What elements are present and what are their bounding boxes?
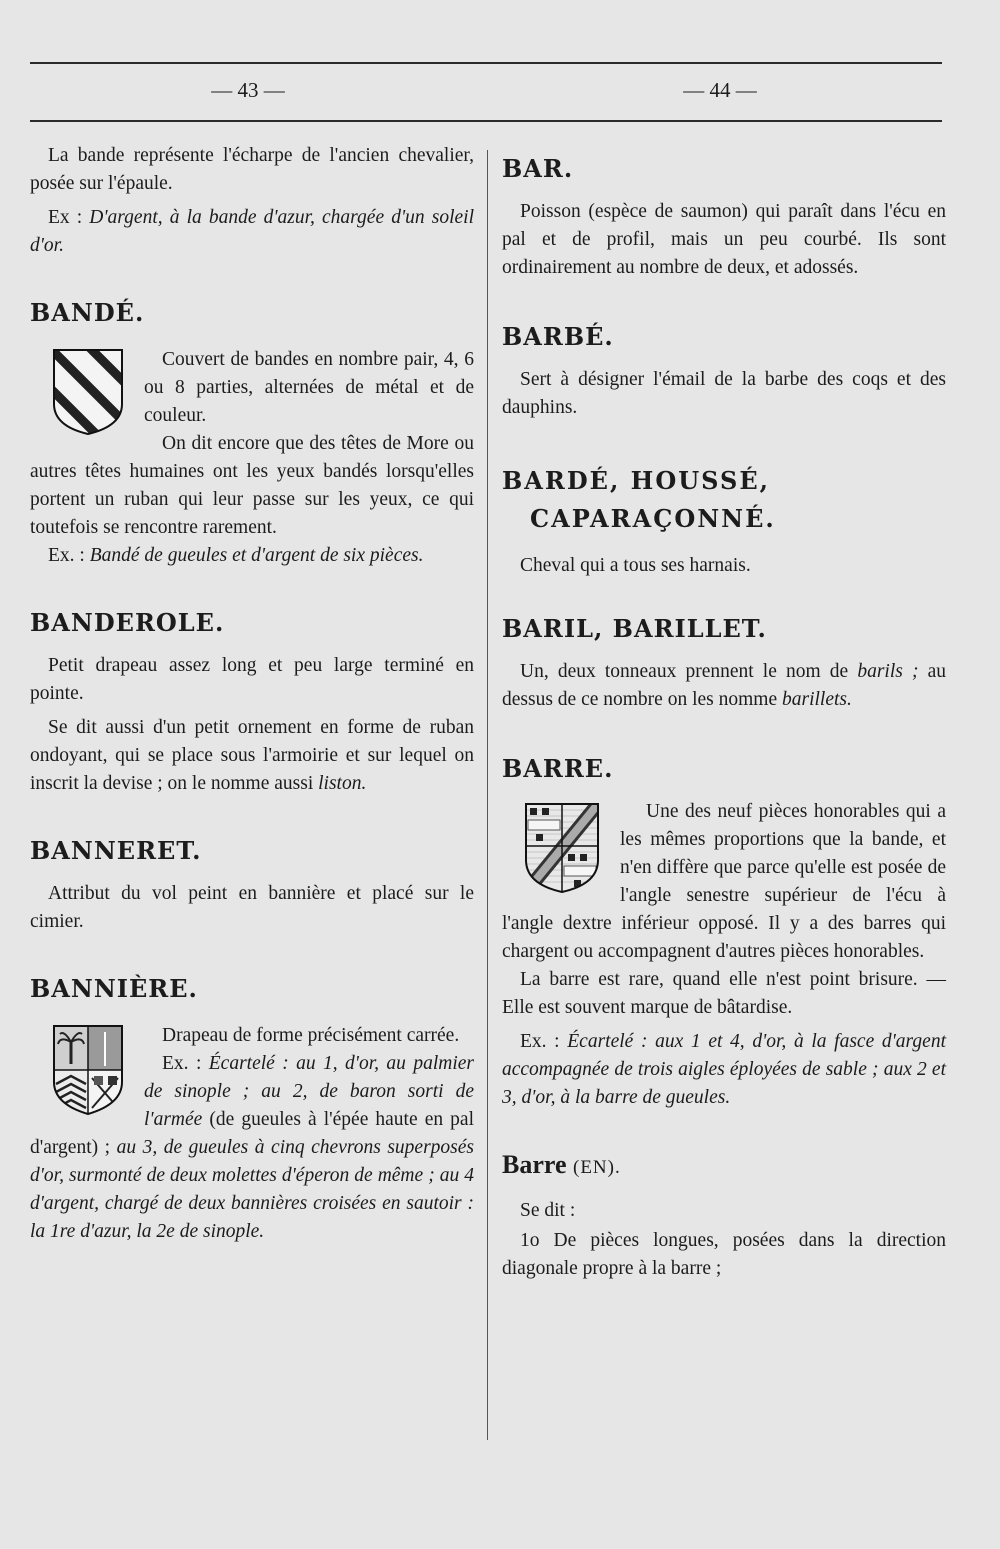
barre-en-intro: Se dit :	[520, 1200, 576, 1221]
bande-note: On dit encore que des têtes de More ou autres têtes humaines ont les yeux bandés lorsqu'elles portent un ruban qui leur passe sur les yeux, ce qui toutefois se rencontre rarement.	[30, 433, 474, 538]
entry-title-bar: BAR.	[502, 154, 574, 183]
left-column	[30, 142, 474, 1246]
entry-title-banderole: BANDEROLE.	[30, 608, 225, 637]
banneret-definition: Attribut du vol peint en bannière et placé sur le cimier.	[30, 883, 474, 932]
barre-note: La barre est rare, quand elle n'est point brisure. — Elle est souvent marque de bâtardise.	[502, 969, 946, 1018]
barre-definition: Une des neuf pièces honorables qui a les mêmes proportions que la bande, et n'en diffère que parce qu'elle est posée de l'angle senestre supérieur de l'écu à l'angle dextre inférieur opposé. Il y a des barres qui chargent ou accompagnent d'autres pièces honorables.	[502, 801, 946, 962]
barre-body	[502, 798, 946, 966]
top-rule	[30, 62, 942, 64]
bande-shield-icon	[48, 346, 128, 438]
entry-title-banniere: BANNIÈRE.	[30, 974, 198, 1003]
entry-title-banneret: BANNERET.	[30, 836, 202, 865]
entry-title-bande: BANDÉ.	[30, 298, 145, 327]
bande-intro: La bande représente l'écharpe de l'ancien chevalier, posée sur l'épaule.	[30, 145, 474, 194]
bande-definition: Couvert de bandes en nombre pair, 4, 6 ou 8 parties, alternées de métal et de couleur.	[144, 349, 474, 426]
banderole-definition: Petit drapeau assez long et peu large terminé en pointe.	[30, 655, 474, 704]
barre-shield-icon	[520, 800, 604, 896]
bande-example: Ex : D'argent, à la bande d'azur, chargée d'un soleil d'or.	[30, 207, 474, 256]
entry-title-baril: BARIL, BARILLET.	[502, 614, 767, 643]
banniere-shield-icon	[48, 1022, 128, 1118]
header-rule	[30, 120, 942, 122]
bande-example: Ex. : Bandé de gueules et d'argent de six pièces.	[48, 545, 424, 566]
page-number-left: — 43 —	[211, 78, 285, 102]
right-column	[502, 142, 946, 1283]
baril-definition: Un, deux tonneaux prennent le nom de barils ; au dessus de ce nombre on les nomme barillets.	[502, 661, 946, 710]
entry-title-barre-en: Barre (EN).	[502, 1150, 621, 1179]
barre-example: Ex. : Écartelé : aux 1 et 4, d'or, à la fasce d'argent accompagnée de trois aigles éployées de sable ; aux 2 et 3, d'or, à la barre de gueules.	[502, 1031, 946, 1108]
banderole-note: Se dit aussi d'un petit ornement en forme de ruban ondoyant, qui se place sous l'armoirie et sur lequel on inscrit la devise ; on le nomme aussi liston.	[30, 717, 474, 794]
entry-title-barre: BARRE.	[502, 754, 614, 783]
barbe-definition: Sert à désigner l'émail de la barbe des coqs et des dauphins.	[502, 369, 946, 418]
banniere-body	[30, 1022, 474, 1246]
bande-body	[30, 346, 474, 542]
entry-title-barbe: BARBÉ.	[502, 322, 614, 351]
barde-definition: Cheval qui a tous ses harnais.	[520, 555, 751, 576]
barre-en-item-1: 1o De pièces longues, posées dans la direction diagonale propre à la barre ;	[502, 1230, 946, 1279]
banniere-example: Ex. : Écartelé : au 1, d'or, au palmier de sinople ; au 2, de baron sorti de l'armée (de gueules à l'épée haute en pal d'argent) ; au 3, de gueules à cinq chevrons superposés d'or, surmonté de deux molettes d'éperon de même ; au 4 d'argent, chargé de deux bannières croisées en sautoir : la 1re d'azur, la 2e de sinople.	[30, 1053, 474, 1242]
banniere-definition: Drapeau de forme précisément carrée.	[162, 1025, 460, 1046]
column-divider	[487, 150, 488, 1440]
entry-title-barde: BARDÉ, HOUSSÉ, CAPARAÇONNÉ.	[502, 466, 776, 533]
page-number-right: — 44 —	[683, 78, 757, 102]
bar-definition: Poisson (espèce de saumon) qui paraît dans l'écu en pal et de profil, mais un peu courbé. Ils sont ordinairement au nombre de deux, et adossés.	[502, 201, 946, 278]
